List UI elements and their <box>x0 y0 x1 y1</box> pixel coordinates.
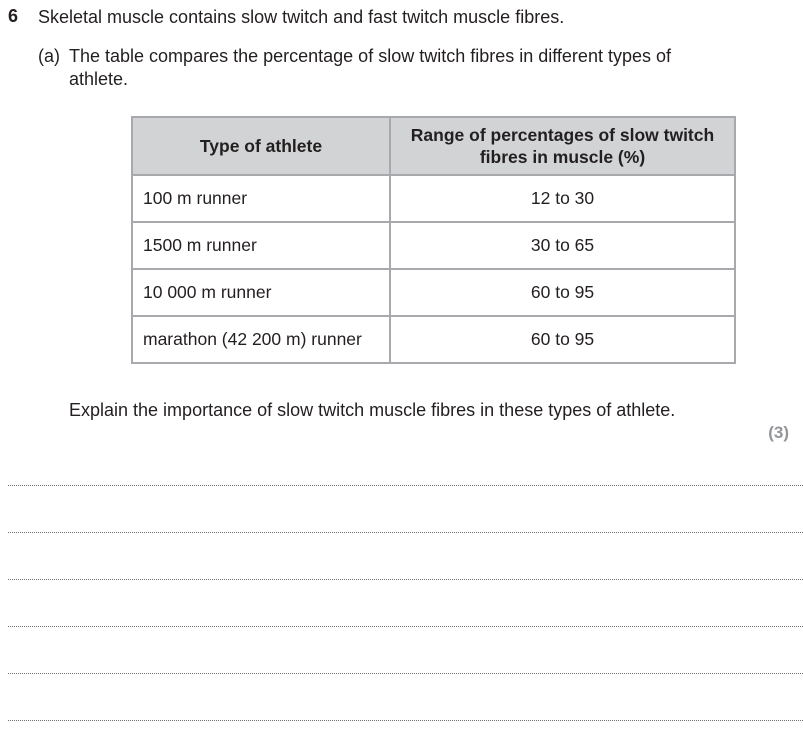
answer-line[interactable] <box>8 579 803 580</box>
athlete-cell: marathon (42 200 m) runner <box>132 316 390 363</box>
range-cell: 12 to 30 <box>390 175 735 222</box>
answer-line[interactable] <box>8 673 803 674</box>
answer-line[interactable] <box>8 532 803 533</box>
table-row <box>132 316 735 363</box>
range-cell: 60 to 95 <box>390 269 735 316</box>
range-cell: 60 to 95 <box>390 316 735 363</box>
question-instruction: Explain the importance of slow twitch muscle fibres in these types of athlete. <box>69 400 676 420</box>
athlete-cell: 10 000 m runner <box>132 269 390 316</box>
answer-line[interactable] <box>8 626 803 627</box>
question-stem: Skeletal muscle contains slow twitch and fast twitch muscle fibres. <box>38 7 565 27</box>
part-label: (a) <box>38 46 60 66</box>
table-row <box>132 269 735 316</box>
question-number: 6 <box>8 6 19 26</box>
answer-line[interactable] <box>8 720 803 721</box>
table-row <box>132 175 735 222</box>
header-type-of-athlete: Type of athlete <box>132 117 390 175</box>
table-header-row <box>132 117 735 175</box>
athlete-fibre-table <box>131 116 736 364</box>
range-cell: 30 to 65 <box>390 222 735 269</box>
answer-line[interactable] <box>8 485 803 486</box>
part-text: The table compares the percentage of slow twitch fibres in different types of athlete. <box>69 46 671 89</box>
athlete-cell: 1500 m runner <box>132 222 390 269</box>
athlete-cell: 100 m runner <box>132 175 390 222</box>
table-row <box>132 222 735 269</box>
marks-allocation: (3) <box>768 423 789 442</box>
header-slow-twitch-range: Range of percentages of slow twitch fibres in muscle (%) <box>390 117 735 175</box>
